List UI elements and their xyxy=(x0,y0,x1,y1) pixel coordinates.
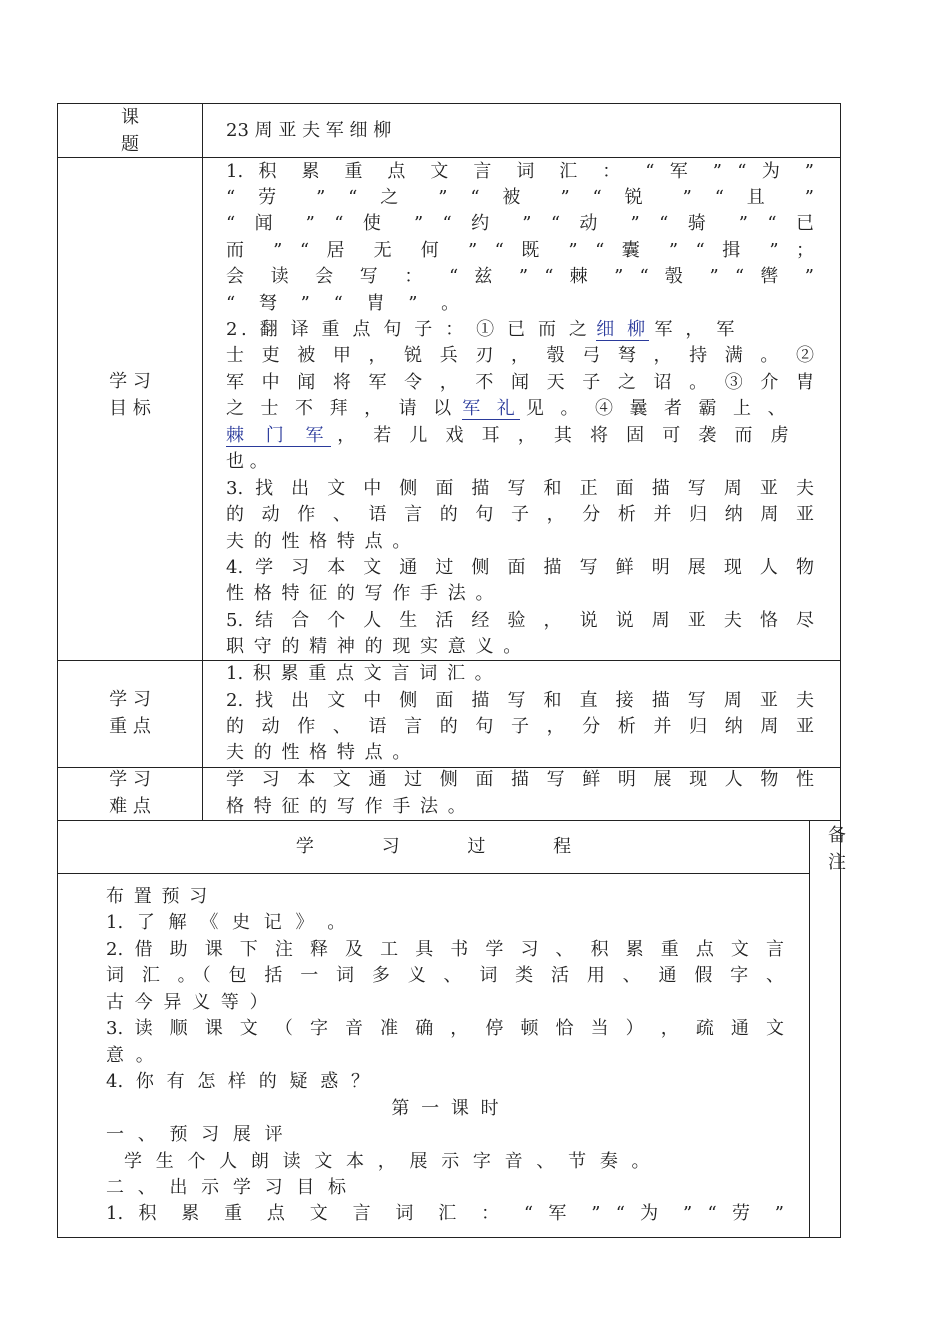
goals-line: 士 吏 被 甲 ， 锐 兵 刃 ， 彀 弓 弩 ， 持 满 。 ② xyxy=(226,345,814,366)
process-line: 意 。 xyxy=(106,1045,154,1066)
link-xiliu[interactable]: 细 柳 xyxy=(596,319,649,340)
notes-column-divider xyxy=(809,820,810,1238)
link-jimenjun[interactable]: 棘 门 军 xyxy=(226,425,332,446)
goals-line: 3. 找 出 文 中 侧 面 描 写 和 正 面 描 写 周 亚 夫 xyxy=(226,478,814,499)
link-junli[interactable]: 军 礼 xyxy=(462,398,521,419)
topic-value: 23 周 亚 夫 军 细 柳 xyxy=(226,120,392,141)
key-line: 1. 积 累 重 点 文 言 词 汇 。 xyxy=(226,663,493,684)
topic-label: 课 题 xyxy=(121,107,139,155)
goals-line: 性 格 特 征 的 写 作 手 法 。 xyxy=(226,583,494,604)
difficulty-label: 学 习 难 点 xyxy=(109,769,151,817)
goals-label: 学 习 目 标 xyxy=(109,371,151,419)
label-column-divider xyxy=(202,103,203,820)
table-border-right-upper xyxy=(840,103,841,820)
process-line: 1. 了 解 《 史 记 》 。 xyxy=(106,912,346,933)
key-line: 2. 找 出 文 中 侧 面 描 写 和 直 接 描 写 周 亚 夫 xyxy=(226,690,814,711)
goals-line: 军 中 闻 将 军 令 ， 不 闻 天 子 之 诏 。 ③ 介 胄 xyxy=(226,372,814,393)
process-line: 词 汇 。（ 包 括 一 词 多 义 、 词 类 活 用 、 通 假 字 、 xyxy=(106,965,784,986)
table-border-top xyxy=(57,103,841,104)
goals-line: 也 。 xyxy=(226,451,268,472)
process-line: 1. 积 累 重 点 文 言 词 汇 ： “ 军 ” “ 为 ” “ 劳 ” xyxy=(106,1203,784,1224)
lesson-title: 第 一 课 时 xyxy=(391,1098,499,1119)
goals-line: “ 弩 ” “ 胄 ” 。 xyxy=(226,293,460,314)
difficulty-line: 格 特 征 的 写 作 手 法 。 xyxy=(226,796,466,817)
goals-line: 1. 积 累 重 点 文 言 词 汇 ： “ 军 ” “ 为 ” xyxy=(226,161,814,182)
goals-line: “ 闻 ” “ 使 ” “ 约 ” “ 动 ” “ 骑 ” “ 已 xyxy=(226,213,814,234)
process-line: 布 置 预 习 xyxy=(106,886,208,907)
row-divider-5 xyxy=(57,873,810,874)
notes-header: 备 注 xyxy=(828,825,846,873)
goals-line: 的 动 作 、 语 言 的 句 子 ， 分 析 并 归 纳 周 亚 xyxy=(226,504,814,525)
goals-line: 职 守 的 精 神 的 现 实 意 义 。 xyxy=(226,636,522,657)
process-line: 2. 借 助 课 下 注 释 及 工 具 书 学 习 、 积 累 重 点 文 言 xyxy=(106,939,784,960)
table-border-bottom xyxy=(57,1237,841,1238)
goals-line: 之 士 不 拜 ， 请 以 军 礼 见 。 ④ 曩 者 霸 上 、 xyxy=(226,398,791,419)
key-line: 的 动 作 、 语 言 的 句 子 ， 分 析 并 归 纳 周 亚 xyxy=(226,716,814,737)
process-line: 学 生 个 人 朗 读 文 本 ， 展 示 字 音 、 节 奏 。 xyxy=(124,1151,650,1172)
process-header: 学 习 过 程 xyxy=(295,836,572,857)
goals-line: 而 ” “ 居 无 何 ” “ 既 ” “ 囊 ” “ 揖 ” ； xyxy=(226,240,814,261)
process-line: 一 、 预 习 展 评 xyxy=(106,1124,283,1145)
goals-line: 2. 翻 译 重 点 句 子 ： ① 已 而 之 细 柳 军 ， 军 xyxy=(226,319,738,340)
goals-line: 5. 结 合 个 人 生 活 经 验 ， 说 说 周 亚 夫 恪 尽 xyxy=(226,610,814,631)
difficulty-line: 学 习 本 文 通 过 侧 面 描 写 鲜 明 展 现 人 物 性 xyxy=(226,769,814,790)
process-line: 古 今 异 义 等 ） xyxy=(106,992,268,1013)
key-line: 夫 的 性 格 特 点 。 xyxy=(226,742,411,763)
process-line: 4. 你 有 怎 样 的 疑 惑 ？ xyxy=(106,1071,369,1092)
goals-line: 夫 的 性 格 特 点 。 xyxy=(226,531,411,552)
key-label: 学 习 重 点 xyxy=(109,689,151,737)
process-line: 3. 读 顺 课 文 （ 字 音 准 确 ， 停 顿 恰 当 ） ， 疏 通 文 xyxy=(106,1018,784,1039)
process-line: 二 、 出 示 学 习 目 标 xyxy=(106,1177,347,1198)
goals-line: “ 劳 ” “ 之 ” “ 被 ” “ 锐 ” “ 且 ” xyxy=(226,187,814,208)
table-border-left xyxy=(57,103,58,1238)
table-border-right-lower xyxy=(840,820,841,1238)
goals-line: 4. 学 习 本 文 通 过 侧 面 描 写 鲜 明 展 现 人 物 xyxy=(226,557,814,578)
goals-line: 会 读 会 写 ： “ 兹 ” “ 棘 ” “ 彀 ” “ 辔 ” xyxy=(226,266,814,287)
goals-line: 棘 门 军 ， 若 儿 戏 耳 ， 其 将 固 可 袭 而 虏 xyxy=(226,425,795,446)
